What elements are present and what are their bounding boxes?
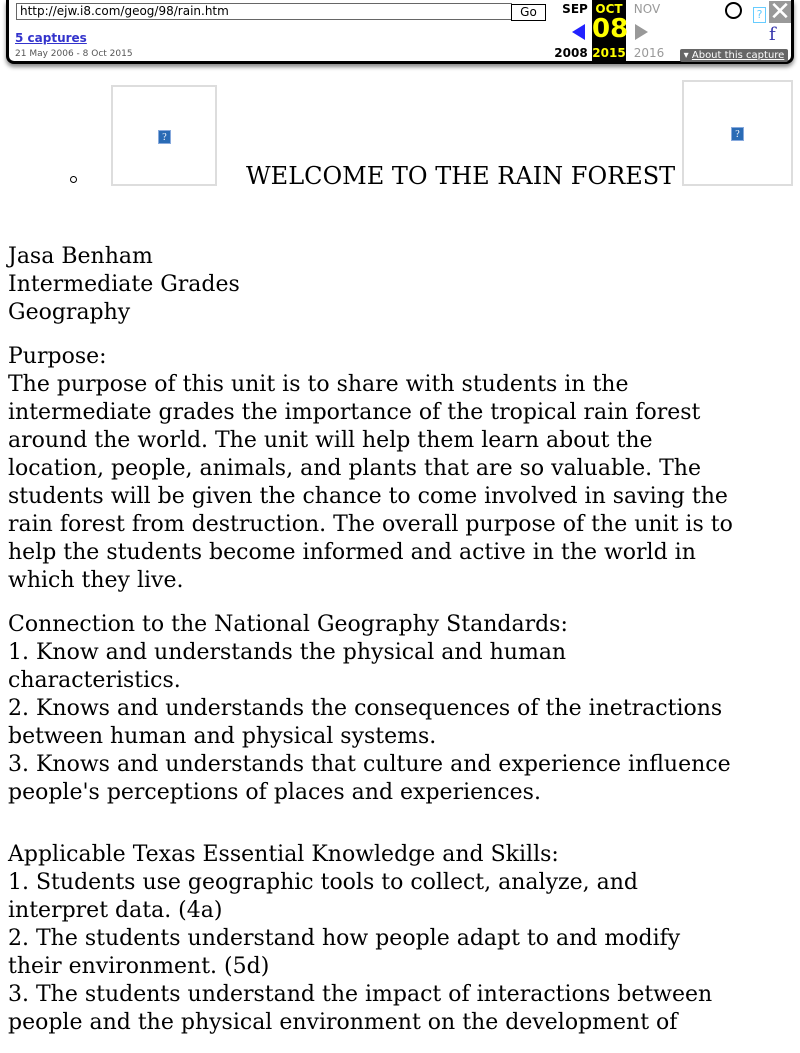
next-capture-arrow-icon — [635, 24, 648, 40]
about-capture-label: About this capture — [691, 50, 785, 61]
text-line: 1. Know and understands the physical and human — [8, 640, 567, 665]
text-line: Purpose: — [8, 344, 107, 369]
go-button[interactable]: Go — [511, 4, 546, 21]
text-line: which they live. — [8, 568, 184, 593]
broken-image-icon: ? — [731, 127, 744, 141]
standards-section — [8, 611, 733, 807]
help-icon[interactable]: ? — [753, 7, 766, 23]
purpose-section — [8, 343, 733, 595]
text-line: around the world. The unit will help them learn about the — [8, 428, 653, 453]
next-year: 2016 — [633, 46, 665, 60]
text-line: location, people, animals, and plants that are so valuable. The — [8, 456, 701, 481]
text-line: interpret data. (4a) — [8, 898, 223, 923]
wayback-toolbar — [6, 0, 794, 64]
broken-image-left — [111, 85, 217, 186]
captures-link[interactable]: 5 captures — [15, 31, 87, 45]
current-day: 08 — [592, 14, 629, 44]
about-capture-button[interactable]: ▾ About this capture — [680, 49, 788, 62]
capture-range: 21 May 2006 - 8 Oct 2015 — [15, 49, 133, 59]
text-line: Geography — [8, 300, 131, 325]
text-line: The purpose of this unit is to share with students in the — [8, 372, 629, 397]
text-line: 3. Knows and understands that culture and experience influence — [8, 752, 731, 777]
page-title: WELCOME TO THE RAIN FOREST — [246, 162, 676, 190]
text-line: characteristics. — [8, 668, 181, 693]
facebook-icon[interactable]: f — [769, 24, 776, 45]
list-bullet — [70, 176, 77, 183]
text-line: Intermediate Grades — [8, 272, 240, 297]
prev-year[interactable]: 2008 — [554, 46, 588, 60]
text-line: people's perceptions of places and experiences. — [8, 780, 541, 805]
text-line: between human and physical systems. — [8, 724, 437, 749]
text-line: 2. Knows and understands the consequences of the inetractions — [8, 696, 723, 721]
text-line: people and the physical environment on the development of — [8, 1010, 678, 1035]
text-line: intermediate grades the importance of the tropical rain forest — [8, 400, 701, 425]
url-input[interactable]: http://ejw.i8.com/geog/98/rain.htm — [16, 3, 512, 20]
current-month: OCT — [595, 2, 623, 16]
current-year: 2015 — [592, 46, 626, 60]
text-line: Applicable Texas Essential Knowledge and Skills: — [8, 842, 559, 867]
loading-circle-icon — [725, 2, 742, 19]
text-line: students will be given the chance to come involved in saving the — [8, 484, 728, 509]
text-line: rain forest from destruction. The overall purpose of the unit is to — [8, 512, 733, 537]
author-block — [8, 243, 733, 327]
broken-image-icon: ? — [158, 130, 171, 144]
text-line: Jasa Benham — [8, 244, 153, 269]
teks-section — [8, 841, 733, 1037]
main-content — [8, 243, 733, 1053]
broken-image-right — [682, 80, 793, 186]
text-line: 2. The students understand how people adapt to and modify — [8, 926, 681, 951]
close-icon[interactable]: ✕ — [769, 0, 791, 27]
text-line: help the students become informed and active in the world in — [8, 540, 696, 565]
text-line: Connection to the National Geography Standards: — [8, 612, 568, 637]
text-line: 3. The students understand the impact of interactions between — [8, 982, 713, 1007]
text-line: 1. Students use geographic tools to collect, analyze, and — [8, 870, 638, 895]
text-line: their environment. (5d) — [8, 954, 270, 979]
next-month: NOV — [633, 2, 661, 16]
prev-capture-arrow-icon[interactable] — [572, 24, 585, 40]
prev-month[interactable]: SEP — [562, 2, 588, 16]
